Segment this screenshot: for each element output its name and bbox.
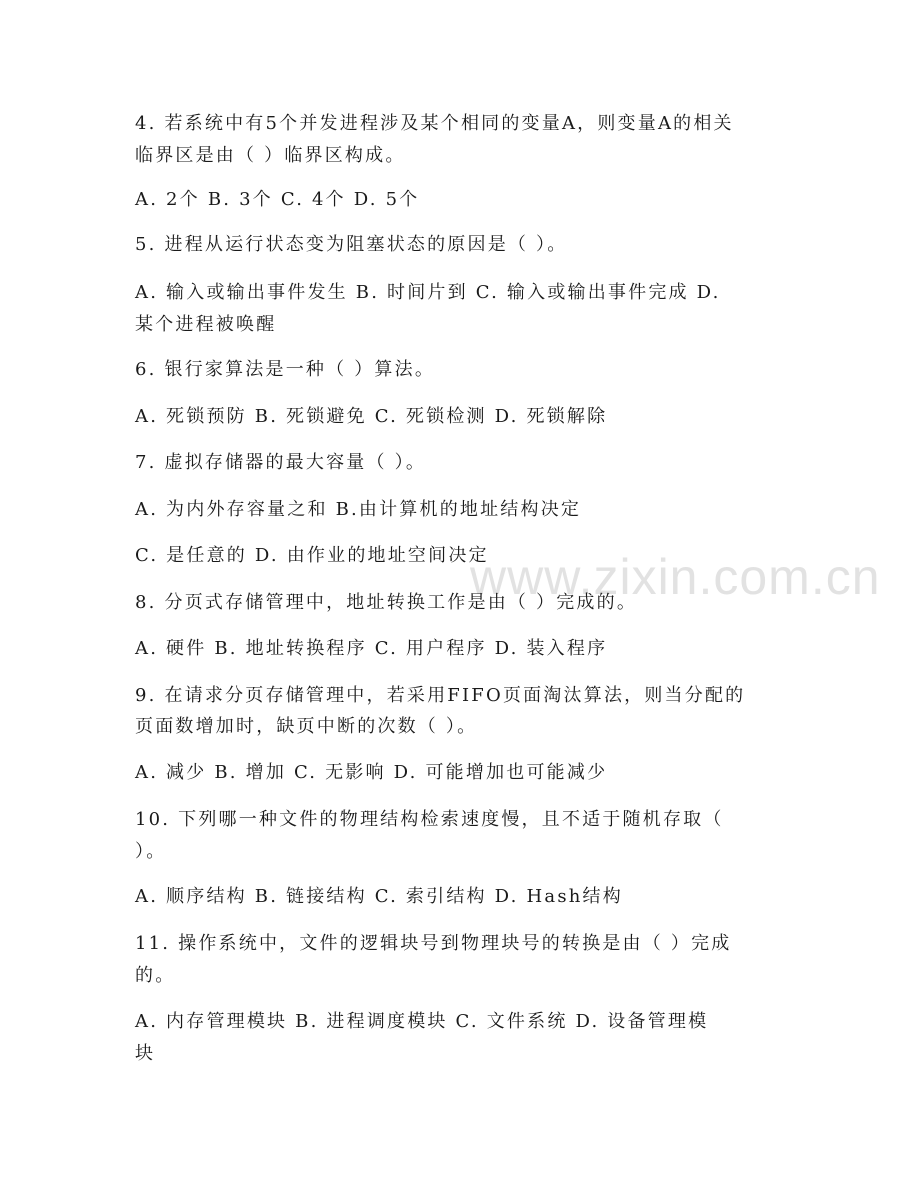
- question-10-text-line-2: ）。: [135, 841, 167, 862]
- question-11-options-line-1: A. 内存管理模块 B. 进程调度模块 C. 文件系统 D. 设备管理模: [135, 1011, 709, 1032]
- question-6-options: A. 死锁预防 B. 死锁避免 C. 死锁检测 D. 死锁解除: [135, 406, 608, 427]
- question-9-text-line-2: 页面数增加时，缺页中断的次数（ ）。: [135, 716, 478, 737]
- question-9-options: A. 减少 B. 增加 C. 无影响 D. 可能增加也可能减少: [135, 762, 608, 783]
- question-8-options: A. 硬件 B. 地址转换程序 C. 用户程序 D. 装入程序: [135, 638, 608, 659]
- question-11-options-line-2: 块: [135, 1043, 156, 1064]
- question-9-text-line-1: 9. 在请求分页存储管理中，若采用FIFO页面淘汰算法，则当分配的: [135, 685, 746, 706]
- question-10-text-line-1: 10. 下列哪一种文件的物理结构检索速度慢，且不适于随机存取（: [135, 809, 724, 830]
- question-7-text: 7. 虚拟存储器的最大容量（ ）。: [135, 452, 427, 473]
- question-10-options: A. 顺序结构 B. 链接结构 C. 索引结构 D. Hash结构: [135, 886, 623, 907]
- question-11-text-line-1: 11. 操作系统中，文件的逻辑块号到物理块号的转换是由（ ）完成: [135, 933, 732, 954]
- question-5-options-line-2: 某个进程被唤醒: [135, 314, 277, 335]
- question-5-options-line-1: A. 输入或输出事件发生 B. 时间片到 C. 输入或输出事件完成 D.: [135, 282, 721, 303]
- question-7-options-line-1: A. 为内外存容量之和 B.由计算机的地址结构决定: [135, 499, 582, 520]
- watermark: www.zixin.com.cn: [470, 549, 881, 605]
- question-4-text-line-1: 4. 若系统中有5个并发进程涉及某个相同的变量A，则变量A的相关: [135, 113, 734, 134]
- question-5-text: 5. 进程从运行状态变为阻塞状态的原因是（ ）。: [135, 234, 568, 255]
- question-6-text: 6. 银行家算法是一种（ ）算法。: [135, 359, 436, 380]
- question-8-text: 8. 分页式存储管理中，地址转换工作是由（ ）完成的。: [135, 592, 638, 613]
- question-11-text-line-2: 的。: [135, 965, 176, 986]
- question-4-options: A. 2个 B. 3个 C. 4个 D. 5个: [135, 189, 420, 210]
- question-7-options-line-2: C. 是任意的 D. 由作业的地址空间决定: [135, 545, 489, 566]
- question-4-text-line-2: 临界区是由（ ）临界区构成。: [135, 145, 406, 166]
